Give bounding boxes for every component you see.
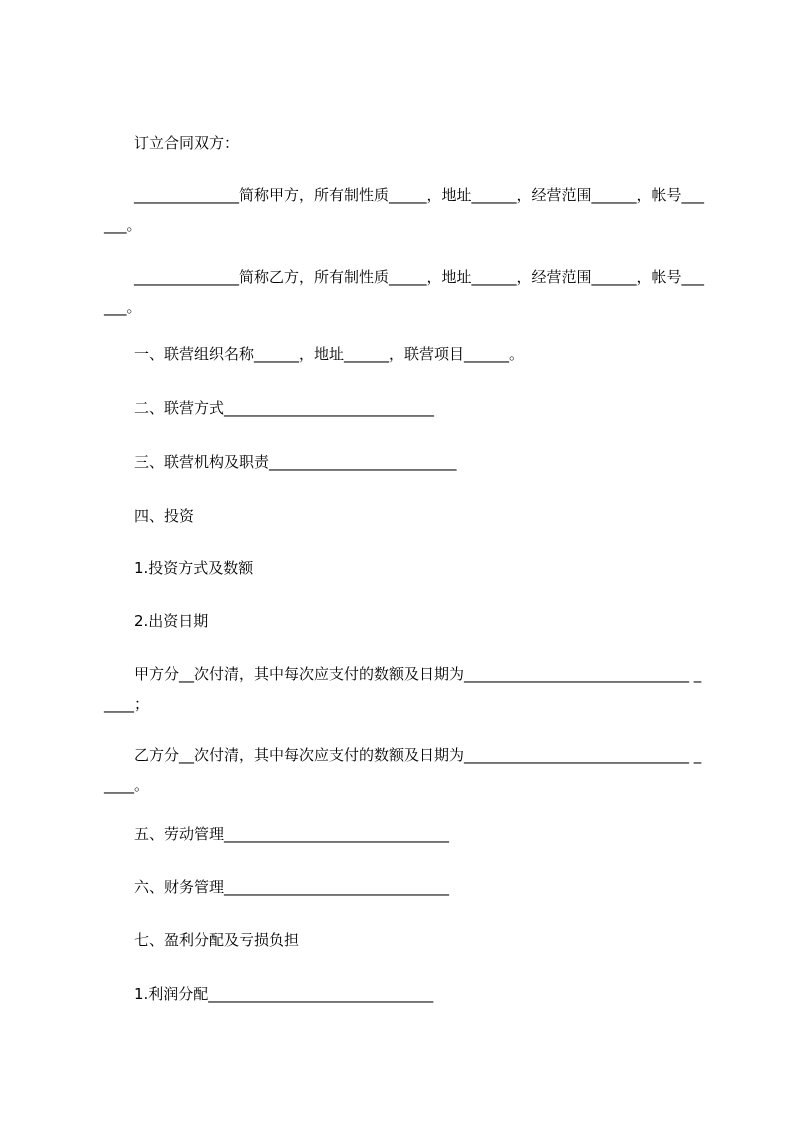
- clause-4-item-2-text: 2.出资日期: [104, 612, 209, 630]
- party-a-payment-text: 甲方分__次付清，其中每次应支付的数额及日期为______________________________ _____；: [104, 665, 702, 713]
- clause-2: [104, 393, 704, 423]
- clause-6: [104, 872, 704, 902]
- clause-2-text: 二、联营方式____________________________: [104, 399, 435, 417]
- clause-7: [104, 925, 704, 955]
- clause-3-text: 三、联营机构及职责_________________________: [104, 453, 457, 471]
- party-b-payment: [104, 740, 704, 800]
- clause-5: [104, 819, 704, 849]
- clause-5-text: 五、劳动管理______________________________: [104, 825, 450, 843]
- clause-3: [104, 447, 704, 477]
- clause-4-text: 四、投资: [104, 507, 195, 525]
- clause-7-text: 七、盈利分配及亏损负担: [104, 931, 300, 949]
- party-a-payment: [104, 659, 704, 719]
- clause-7-item-1-text: 1.利润分配______________________________: [104, 985, 434, 1003]
- party-b-text: ______________简称乙方，所有制性质_____，地址______，经营范围______，帐号______。: [104, 268, 705, 316]
- party-a-line-1: [104, 180, 704, 240]
- intro-text: 订立合同双方：: [104, 134, 240, 152]
- clause-4-item-1-text: 1.投资方式及数额: [104, 559, 254, 577]
- clause-4-item-2: [104, 606, 704, 636]
- clause-7-item-1: [104, 979, 704, 1009]
- clause-4: [104, 501, 704, 531]
- clause-6-text: 六、财务管理______________________________: [104, 878, 450, 896]
- intro-line: [104, 128, 704, 158]
- clause-4-item-1: [104, 553, 704, 583]
- clause-1: [104, 339, 704, 369]
- party-b-payment-text: 乙方分__次付清，其中每次应支付的数额及日期为______________________________ _____。: [104, 746, 702, 794]
- party-b-line-1: [104, 262, 704, 322]
- clause-1-text: 一、联营组织名称______，地址______，联营项目______。: [104, 345, 525, 363]
- party-a-text: ______________简称甲方，所有制性质_____，地址______，经营范围______，帐号______。: [104, 186, 705, 234]
